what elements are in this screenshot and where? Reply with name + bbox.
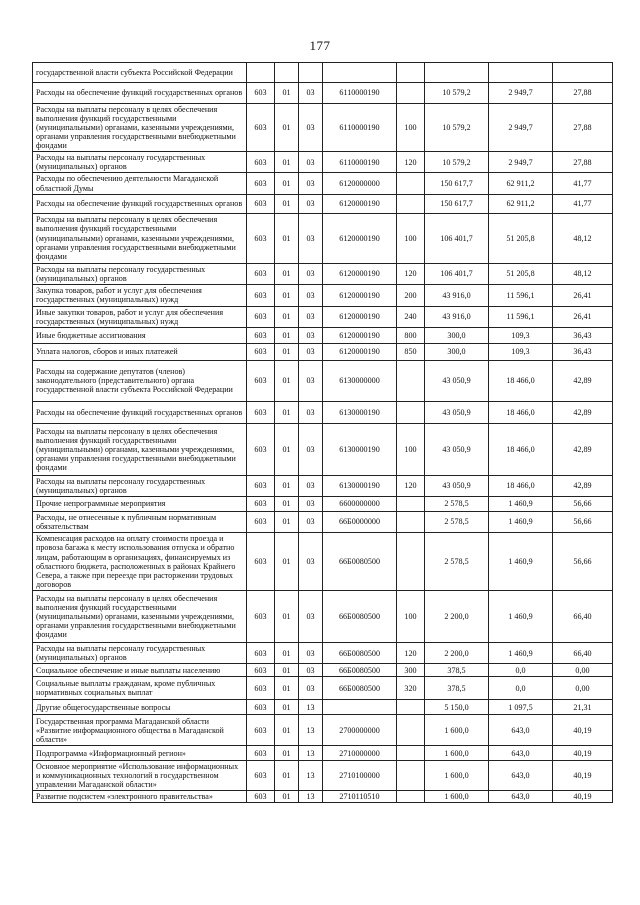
cell-section: 01 bbox=[275, 715, 299, 746]
cell-target-item: 66Б0080500 bbox=[323, 591, 397, 643]
cell-expense-type bbox=[397, 360, 425, 401]
cell-executed: 643,0 bbox=[489, 791, 553, 803]
cell-expense-name: Расходы на выплаты персоналу государственных (муниципальных) органов bbox=[33, 643, 247, 664]
cell-subsection: 13 bbox=[299, 791, 323, 803]
cell-section: 01 bbox=[275, 761, 299, 791]
cell-expense-type: 120 bbox=[397, 263, 425, 284]
cell-percent: 40,19 bbox=[553, 746, 613, 761]
cell-subsection: 03 bbox=[299, 496, 323, 511]
cell-expense-type: 850 bbox=[397, 343, 425, 360]
cell-subsection: 13 bbox=[299, 715, 323, 746]
cell-planned: 300,0 bbox=[425, 327, 489, 343]
cell-expense-type bbox=[397, 401, 425, 423]
cell-admin-code: 603 bbox=[247, 263, 275, 284]
cell-target-item: 6110000190 bbox=[323, 104, 397, 152]
cell-executed bbox=[489, 63, 553, 83]
cell-executed: 109,3 bbox=[489, 343, 553, 360]
cell-planned: 1 600,0 bbox=[425, 746, 489, 761]
cell-section: 01 bbox=[275, 343, 299, 360]
cell-admin-code: 603 bbox=[247, 343, 275, 360]
cell-planned: 5 150,0 bbox=[425, 700, 489, 715]
cell-expense-type bbox=[397, 791, 425, 803]
table-row bbox=[33, 700, 613, 715]
cell-percent: 26,41 bbox=[553, 306, 613, 327]
cell-percent: 56,66 bbox=[553, 533, 613, 591]
cell-expense-name: Социальные выплаты гражданам, кроме публичных нормативных социальных выплат bbox=[33, 677, 247, 700]
cell-percent: 36,43 bbox=[553, 343, 613, 360]
cell-section: 01 bbox=[275, 152, 299, 173]
cell-percent: 40,19 bbox=[553, 761, 613, 791]
cell-executed: 1 460,9 bbox=[489, 511, 553, 532]
table-row bbox=[33, 213, 613, 263]
cell-section: 01 bbox=[275, 591, 299, 643]
cell-subsection: 03 bbox=[299, 643, 323, 664]
cell-target-item: 6120000190 bbox=[323, 194, 397, 213]
table-row bbox=[33, 360, 613, 401]
cell-expense-type bbox=[397, 83, 425, 104]
cell-expense-type: 800 bbox=[397, 327, 425, 343]
cell-section: 01 bbox=[275, 533, 299, 591]
cell-expense-name: Расходы, не отнесенные к публичным нормативным обязательствам bbox=[33, 511, 247, 532]
cell-expense-name: Государственная программа Магаданской области «Развитие информационного общества в Магаданской области» bbox=[33, 715, 247, 746]
cell-admin-code: 603 bbox=[247, 401, 275, 423]
cell-target-item: 6130000190 bbox=[323, 475, 397, 496]
cell-expense-name: Расходы на содержание депутатов (членов) законодательного (представительного) органа государственной власти субъекта Российской Федерации bbox=[33, 360, 247, 401]
cell-percent: 41,77 bbox=[553, 194, 613, 213]
cell-section: 01 bbox=[275, 83, 299, 104]
cell-executed: 18 466,0 bbox=[489, 475, 553, 496]
cell-expense-name: Расходы на выплаты персоналу государственных (муниципальных) органов bbox=[33, 475, 247, 496]
cell-admin-code: 603 bbox=[247, 152, 275, 173]
cell-executed: 109,3 bbox=[489, 327, 553, 343]
cell-admin-code: 603 bbox=[247, 591, 275, 643]
cell-expense-name: Социальное обеспечение и иные выплаты населению bbox=[33, 664, 247, 677]
cell-percent: 66,40 bbox=[553, 591, 613, 643]
cell-executed: 51 205,8 bbox=[489, 213, 553, 263]
cell-expense-type: 200 bbox=[397, 284, 425, 306]
cell-subsection: 03 bbox=[299, 423, 323, 475]
cell-percent: 41,77 bbox=[553, 173, 613, 194]
cell-section: 01 bbox=[275, 360, 299, 401]
cell-percent: 0,00 bbox=[553, 677, 613, 700]
cell-percent: 42,89 bbox=[553, 423, 613, 475]
table-row bbox=[33, 104, 613, 152]
cell-admin-code: 603 bbox=[247, 423, 275, 475]
cell-subsection: 03 bbox=[299, 475, 323, 496]
cell-percent: 56,66 bbox=[553, 511, 613, 532]
cell-subsection: 03 bbox=[299, 306, 323, 327]
table-row bbox=[33, 327, 613, 343]
table-row bbox=[33, 343, 613, 360]
table-row bbox=[33, 643, 613, 664]
cell-subsection: 03 bbox=[299, 194, 323, 213]
table-row bbox=[33, 677, 613, 700]
cell-planned: 10 579,2 bbox=[425, 152, 489, 173]
cell-subsection: 03 bbox=[299, 83, 323, 104]
table-row bbox=[33, 511, 613, 532]
cell-section: 01 bbox=[275, 306, 299, 327]
cell-target-item: 66Б0080500 bbox=[323, 664, 397, 677]
cell-subsection: 03 bbox=[299, 152, 323, 173]
cell-admin-code: 603 bbox=[247, 327, 275, 343]
cell-target-item: 6130000190 bbox=[323, 401, 397, 423]
cell-percent: 27,88 bbox=[553, 104, 613, 152]
cell-percent: 21,31 bbox=[553, 700, 613, 715]
cell-section: 01 bbox=[275, 173, 299, 194]
cell-section: 01 bbox=[275, 263, 299, 284]
cell-executed: 18 466,0 bbox=[489, 360, 553, 401]
cell-planned: 1 600,0 bbox=[425, 761, 489, 791]
cell-expense-type: 120 bbox=[397, 475, 425, 496]
cell-subsection: 03 bbox=[299, 677, 323, 700]
cell-expense-name: Компенсация расходов на оплату стоимости проезда и провоза багажа к месту использования отпуска и обратно лицам, работающим в организациях, финансируемых из областного бюджета, расположенных в районах Крайнего Севера, а также при переезде при расторжении трудовых договоров bbox=[33, 533, 247, 591]
cell-expense-name: Расходы на обеспечение функций государственных органов bbox=[33, 401, 247, 423]
cell-planned: 43 050,9 bbox=[425, 423, 489, 475]
table-row bbox=[33, 746, 613, 761]
table-row bbox=[33, 173, 613, 194]
page-number: 177 bbox=[309, 38, 331, 53]
cell-admin-code: 603 bbox=[247, 306, 275, 327]
table-body bbox=[33, 63, 613, 803]
cell-executed: 11 596,1 bbox=[489, 284, 553, 306]
cell-admin-code: 603 bbox=[247, 511, 275, 532]
cell-section: 01 bbox=[275, 213, 299, 263]
cell-percent: 42,89 bbox=[553, 475, 613, 496]
table-row bbox=[33, 664, 613, 677]
cell-planned bbox=[425, 63, 489, 83]
table-row bbox=[33, 791, 613, 803]
cell-expense-type: 240 bbox=[397, 306, 425, 327]
table-row bbox=[33, 152, 613, 173]
cell-percent: 40,19 bbox=[553, 715, 613, 746]
cell-section: 01 bbox=[275, 327, 299, 343]
cell-planned: 378,5 bbox=[425, 677, 489, 700]
cell-percent: 0,00 bbox=[553, 664, 613, 677]
cell-expense-type: 120 bbox=[397, 643, 425, 664]
cell-target-item: 6120000190 bbox=[323, 327, 397, 343]
cell-subsection: 03 bbox=[299, 360, 323, 401]
cell-planned: 10 579,2 bbox=[425, 83, 489, 104]
cell-subsection: 03 bbox=[299, 533, 323, 591]
cell-subsection: 03 bbox=[299, 213, 323, 263]
cell-subsection: 03 bbox=[299, 284, 323, 306]
cell-expense-name: Расходы на выплаты персоналу государственных (муниципальных) органов bbox=[33, 263, 247, 284]
cell-subsection: 13 bbox=[299, 761, 323, 791]
cell-subsection: 03 bbox=[299, 401, 323, 423]
cell-admin-code: 603 bbox=[247, 715, 275, 746]
cell-subsection: 03 bbox=[299, 591, 323, 643]
cell-admin-code bbox=[247, 63, 275, 83]
cell-percent: 66,40 bbox=[553, 643, 613, 664]
cell-admin-code: 603 bbox=[247, 213, 275, 263]
cell-executed: 2 949,7 bbox=[489, 152, 553, 173]
cell-admin-code: 603 bbox=[247, 700, 275, 715]
cell-admin-code: 603 bbox=[247, 173, 275, 194]
cell-percent: 27,88 bbox=[553, 83, 613, 104]
cell-planned: 43 916,0 bbox=[425, 284, 489, 306]
cell-subsection: 13 bbox=[299, 700, 323, 715]
cell-admin-code: 603 bbox=[247, 360, 275, 401]
table-row bbox=[33, 401, 613, 423]
cell-percent: 56,66 bbox=[553, 496, 613, 511]
cell-planned: 106 401,7 bbox=[425, 213, 489, 263]
cell-executed: 2 949,7 bbox=[489, 83, 553, 104]
cell-subsection: 03 bbox=[299, 511, 323, 532]
cell-expense-name: государственной власти субъекта Российской Федерации bbox=[33, 63, 247, 83]
cell-percent: 36,43 bbox=[553, 327, 613, 343]
cell-executed: 1 460,9 bbox=[489, 591, 553, 643]
cell-planned: 2 578,5 bbox=[425, 511, 489, 532]
cell-executed: 1 460,9 bbox=[489, 496, 553, 511]
cell-expense-type bbox=[397, 715, 425, 746]
cell-expense-name: Прочие непрограммные мероприятия bbox=[33, 496, 247, 511]
cell-subsection: 03 bbox=[299, 104, 323, 152]
cell-admin-code: 603 bbox=[247, 677, 275, 700]
cell-expense-name: Уплата налогов, сборов и иных платежей bbox=[33, 343, 247, 360]
cell-expense-name: Расходы на выплаты персоналу государственных (муниципальных) органов bbox=[33, 152, 247, 173]
cell-section: 01 bbox=[275, 401, 299, 423]
cell-section: 01 bbox=[275, 194, 299, 213]
table-row bbox=[33, 715, 613, 746]
cell-executed: 18 466,0 bbox=[489, 401, 553, 423]
cell-section: 01 bbox=[275, 791, 299, 803]
cell-executed: 1 097,5 bbox=[489, 700, 553, 715]
cell-expense-type: 320 bbox=[397, 677, 425, 700]
cell-section: 01 bbox=[275, 700, 299, 715]
cell-expense-name: Расходы по обеспечению деятельности Магаданской областной Думы bbox=[33, 173, 247, 194]
cell-expense-type: 100 bbox=[397, 423, 425, 475]
cell-target-item: 6120000190 bbox=[323, 213, 397, 263]
cell-percent: 48,12 bbox=[553, 213, 613, 263]
cell-section: 01 bbox=[275, 104, 299, 152]
cell-executed: 1 460,9 bbox=[489, 643, 553, 664]
cell-admin-code: 603 bbox=[247, 284, 275, 306]
cell-planned: 150 617,7 bbox=[425, 173, 489, 194]
cell-admin-code: 603 bbox=[247, 475, 275, 496]
cell-planned: 378,5 bbox=[425, 664, 489, 677]
cell-planned: 300,0 bbox=[425, 343, 489, 360]
cell-target-item: 6600000000 bbox=[323, 496, 397, 511]
cell-section: 01 bbox=[275, 746, 299, 761]
cell-expense-type bbox=[397, 746, 425, 761]
cell-percent: 26,41 bbox=[553, 284, 613, 306]
cell-admin-code: 603 bbox=[247, 746, 275, 761]
cell-executed: 18 466,0 bbox=[489, 423, 553, 475]
cell-target-item: 66Б0000000 bbox=[323, 511, 397, 532]
cell-planned: 2 200,0 bbox=[425, 643, 489, 664]
cell-expense-type: 300 bbox=[397, 664, 425, 677]
cell-executed: 643,0 bbox=[489, 746, 553, 761]
budget-table bbox=[32, 62, 613, 803]
cell-expense-type: 120 bbox=[397, 152, 425, 173]
cell-expense-type bbox=[397, 533, 425, 591]
cell-expense-type: 100 bbox=[397, 104, 425, 152]
cell-admin-code: 603 bbox=[247, 194, 275, 213]
cell-planned: 2 200,0 bbox=[425, 591, 489, 643]
cell-executed: 2 949,7 bbox=[489, 104, 553, 152]
table-row bbox=[33, 83, 613, 104]
cell-expense-name: Развитие подсистем «электронного правительства» bbox=[33, 791, 247, 803]
cell-planned: 10 579,2 bbox=[425, 104, 489, 152]
table-row bbox=[33, 194, 613, 213]
cell-target-item: 66Б0080500 bbox=[323, 677, 397, 700]
cell-planned: 43 916,0 bbox=[425, 306, 489, 327]
cell-target-item: 2700000000 bbox=[323, 715, 397, 746]
cell-planned: 2 578,5 bbox=[425, 533, 489, 591]
cell-planned: 43 050,9 bbox=[425, 475, 489, 496]
cell-admin-code: 603 bbox=[247, 664, 275, 677]
table-row bbox=[33, 496, 613, 511]
cell-admin-code: 603 bbox=[247, 761, 275, 791]
cell-expense-type bbox=[397, 700, 425, 715]
cell-percent: 40,19 bbox=[553, 791, 613, 803]
table-row bbox=[33, 263, 613, 284]
cell-target-item: 6120000190 bbox=[323, 343, 397, 360]
cell-expense-name: Расходы на выплаты персоналу в целях обеспечения выполнения функций государственными (муниципальными) органами, казенными учреждениями, органами управления государственными внебюджетными фондами bbox=[33, 104, 247, 152]
cell-subsection: 03 bbox=[299, 664, 323, 677]
cell-expense-name: Другие общегосударственные вопросы bbox=[33, 700, 247, 715]
cell-percent: 27,88 bbox=[553, 152, 613, 173]
cell-target-item: 6130000000 bbox=[323, 360, 397, 401]
cell-target-item: 6120000190 bbox=[323, 263, 397, 284]
cell-admin-code: 603 bbox=[247, 496, 275, 511]
cell-expense-name: Расходы на выплаты персоналу в целях обеспечения выполнения функций государственными (муниципальными) органами, казенными учреждениями, органами управления государственными внебюджетными фондами bbox=[33, 591, 247, 643]
cell-target-item: 2710110510 bbox=[323, 791, 397, 803]
cell-executed: 51 205,8 bbox=[489, 263, 553, 284]
cell-planned: 2 578,5 bbox=[425, 496, 489, 511]
cell-target-item: 66Б0080500 bbox=[323, 643, 397, 664]
cell-planned: 150 617,7 bbox=[425, 194, 489, 213]
cell-section: 01 bbox=[275, 664, 299, 677]
cell-expense-name: Закупка товаров, работ и услуг для обеспечения государственных (муниципальных) нужд bbox=[33, 284, 247, 306]
cell-target-item: 66Б0080500 bbox=[323, 533, 397, 591]
cell-section: 01 bbox=[275, 284, 299, 306]
cell-planned: 1 600,0 bbox=[425, 715, 489, 746]
cell-planned: 106 401,7 bbox=[425, 263, 489, 284]
cell-admin-code: 603 bbox=[247, 791, 275, 803]
table-row bbox=[33, 423, 613, 475]
cell-expense-type bbox=[397, 173, 425, 194]
cell-section: 01 bbox=[275, 677, 299, 700]
cell-planned: 1 600,0 bbox=[425, 791, 489, 803]
cell-section: 01 bbox=[275, 496, 299, 511]
cell-target-item: 6120000190 bbox=[323, 284, 397, 306]
cell-admin-code: 603 bbox=[247, 533, 275, 591]
cell-section bbox=[275, 63, 299, 83]
cell-target-item: 6120000000 bbox=[323, 173, 397, 194]
cell-executed: 0,0 bbox=[489, 664, 553, 677]
cell-target-item: 2710000000 bbox=[323, 746, 397, 761]
cell-executed: 643,0 bbox=[489, 761, 553, 791]
table-row bbox=[33, 63, 613, 83]
cell-expense-type bbox=[397, 761, 425, 791]
cell-section: 01 bbox=[275, 643, 299, 664]
cell-expense-name: Иные закупки товаров, работ и услуг для обеспечения государственных (муниципальных) нужд bbox=[33, 306, 247, 327]
cell-expense-name: Расходы на выплаты персоналу в целях обеспечения выполнения функций государственными (муниципальными) органами, казенными учреждениями, органами управления государственными внебюджетными фондами bbox=[33, 213, 247, 263]
cell-expense-type bbox=[397, 63, 425, 83]
table-row bbox=[33, 284, 613, 306]
cell-executed: 62 911,2 bbox=[489, 194, 553, 213]
cell-subsection bbox=[299, 63, 323, 83]
cell-expense-name: Расходы на выплаты персоналу в целях обеспечения выполнения функций государственными (муниципальными) органами, казенными учреждениями, органами управления государственными внебюджетными фондами bbox=[33, 423, 247, 475]
cell-executed: 11 596,1 bbox=[489, 306, 553, 327]
cell-expense-type: 100 bbox=[397, 213, 425, 263]
cell-target-item: 6130000190 bbox=[323, 423, 397, 475]
cell-expense-name: Основное мероприятие «Использование информационных и коммуникационных технологий в государственном управлении Магаданской области» bbox=[33, 761, 247, 791]
cell-expense-type bbox=[397, 496, 425, 511]
table-row bbox=[33, 533, 613, 591]
cell-expense-name: Иные бюджетные ассигнования bbox=[33, 327, 247, 343]
cell-section: 01 bbox=[275, 511, 299, 532]
cell-expense-name: Расходы на обеспечение функций государственных органов bbox=[33, 83, 247, 104]
cell-planned: 43 050,9 bbox=[425, 401, 489, 423]
cell-section: 01 bbox=[275, 475, 299, 496]
cell-subsection: 03 bbox=[299, 263, 323, 284]
cell-executed: 1 460,9 bbox=[489, 533, 553, 591]
cell-percent: 48,12 bbox=[553, 263, 613, 284]
cell-section: 01 bbox=[275, 423, 299, 475]
cell-executed: 62 911,2 bbox=[489, 173, 553, 194]
cell-target-item bbox=[323, 700, 397, 715]
cell-target-item: 6110000190 bbox=[323, 152, 397, 173]
cell-subsection: 13 bbox=[299, 746, 323, 761]
cell-expense-type bbox=[397, 511, 425, 532]
cell-expense-type bbox=[397, 194, 425, 213]
cell-target-item: 6110000190 bbox=[323, 83, 397, 104]
cell-subsection: 03 bbox=[299, 173, 323, 194]
table-row bbox=[33, 761, 613, 791]
cell-admin-code: 603 bbox=[247, 104, 275, 152]
cell-admin-code: 603 bbox=[247, 83, 275, 104]
table-row bbox=[33, 591, 613, 643]
cell-target-item bbox=[323, 63, 397, 83]
cell-subsection: 03 bbox=[299, 327, 323, 343]
cell-percent: 42,89 bbox=[553, 360, 613, 401]
cell-percent bbox=[553, 63, 613, 83]
cell-admin-code: 603 bbox=[247, 643, 275, 664]
cell-expense-name: Расходы на обеспечение функций государственных органов bbox=[33, 194, 247, 213]
cell-target-item: 6120000190 bbox=[323, 306, 397, 327]
cell-subsection: 03 bbox=[299, 343, 323, 360]
cell-executed: 0,0 bbox=[489, 677, 553, 700]
cell-expense-name: Подпрограмма «Информационный регион» bbox=[33, 746, 247, 761]
cell-target-item: 2710100000 bbox=[323, 761, 397, 791]
table-row bbox=[33, 475, 613, 496]
cell-percent: 42,89 bbox=[553, 401, 613, 423]
cell-planned: 43 050,9 bbox=[425, 360, 489, 401]
table-row bbox=[33, 306, 613, 327]
cell-expense-type: 100 bbox=[397, 591, 425, 643]
cell-executed: 643,0 bbox=[489, 715, 553, 746]
